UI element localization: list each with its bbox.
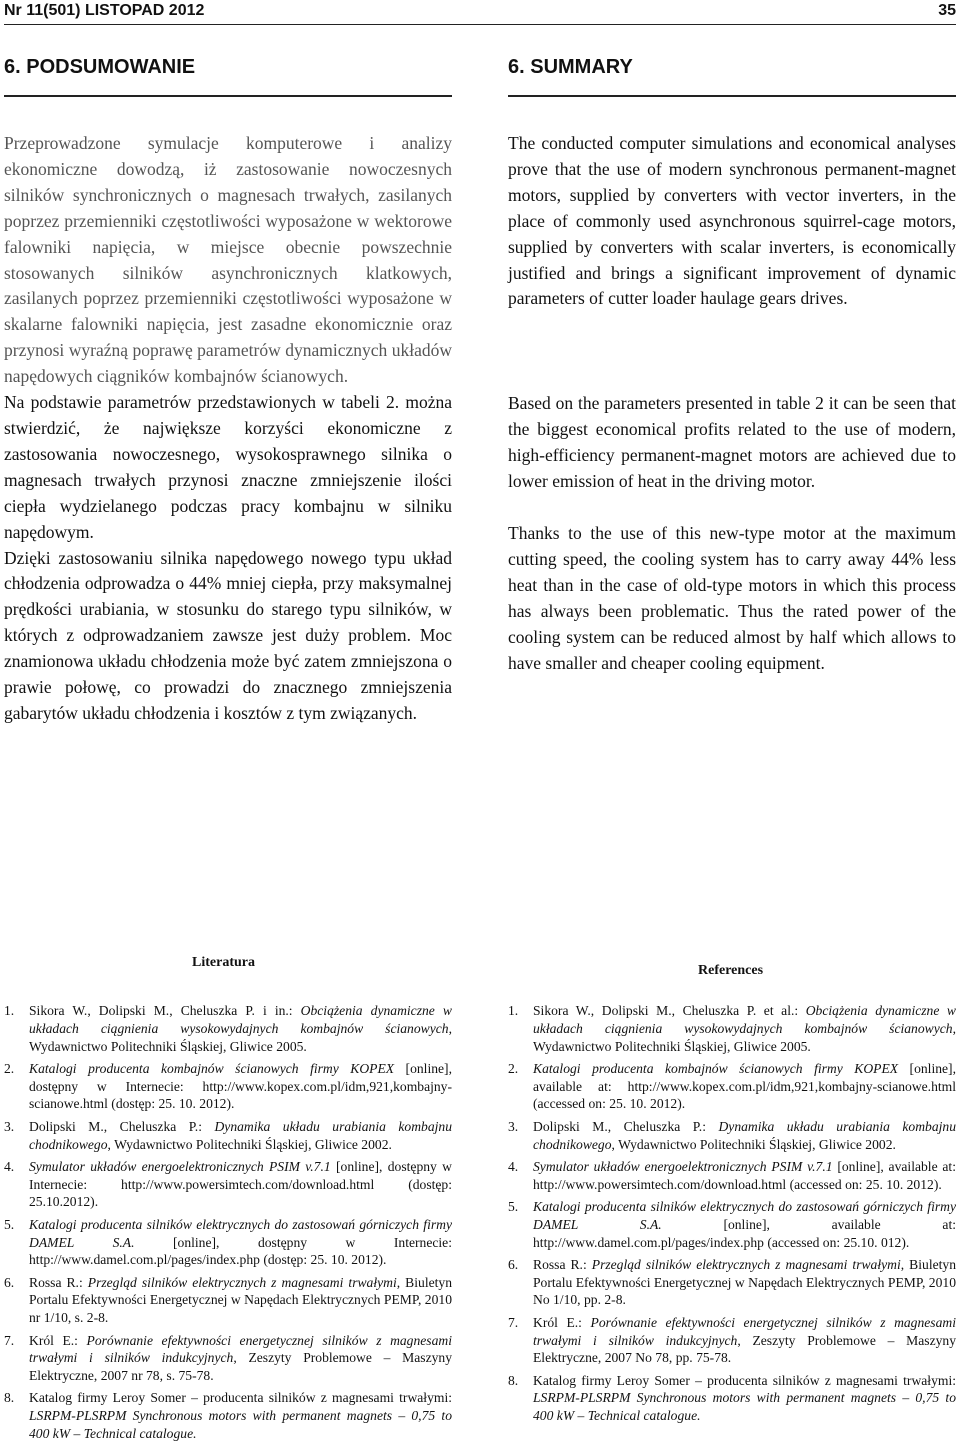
reference-title: LSRPM-PLSRPM Synchronous motors with permanent magnets – 0,75 to 400 kW – Technical catalogue. [533, 1390, 956, 1424]
reference-details: , Wydawnictwo Politechniki Śląskiej, Gliwice 2005. [29, 1020, 452, 1054]
reference-authors: Katalog firmy Leroy Somer – producenta silników z magnesami trwałymi: [533, 1372, 956, 1388]
reference-item [508, 1198, 956, 1251]
reference-details: , Wydawnictwo Politechniki Śląskiej, Gliwice 2002. [107, 1136, 392, 1152]
reference-number: 6. [4, 1274, 15, 1290]
reference-title: Porównanie efektywności energetycznej silników z magnesami trwałymi i silników indukcyjnych [533, 1314, 956, 1348]
reference-details: [online], available at: http://www.kopex.com.pl/idm,921,kombajny-scianowe.html (accessed on: 25. 10. 2012). [533, 1060, 956, 1112]
reference-title: Przegląd silników elektrycznych z magnesami trwałymi [87, 1274, 397, 1290]
reference-title: Katalogi producenta silników elektrycznych do zastosowań górniczych firmy DAMEL S.A. [29, 1216, 452, 1250]
reference-details: [online], dostępny w Internecie: http://www.kopex.com.pl/idm,921,kombajny-scianowe.html (dostęp: 25. 10. 2012). [29, 1060, 452, 1112]
english-paragraph: The conducted computer simulations and economical analyses prove that the use of modern synchronous permanent-magnet motors, supplied by converters with vector inverters, in the place of commonly used asynchronous squirrel-cage motors, supplied by converters with scalar inverters, is economically justified and brings a significant improvement of dynamic parameters of cutter loader haulage gears drives. [508, 133, 956, 309]
reference-details: , Biuletyn Portalu Efektywności Energetycznej w Napędach Elektrycznych PEMP, 2010 nr 1/10, s. 2-8. [29, 1274, 453, 1326]
reference-details: , Wydawnictwo Politechniki Śląskiej, Gliwice 2002. [611, 1136, 896, 1152]
reference-title: Dynamika układu urabiania kombajnu chodnikowego [533, 1118, 956, 1152]
english-references-list [508, 1002, 956, 1430]
reference-number: 7. [508, 1314, 519, 1330]
reference-details: [online], available at: http://www.damel.com.pl/pages/index.php (accessed on: 25.10. 012). [533, 1216, 956, 1250]
reference-details: [online], dostępny w Internecie: http://www.damel.com.pl/pages/index.php (dostęp: 25. 10. 2012). [29, 1234, 452, 1268]
reference-item [508, 1372, 956, 1425]
english-section-title: 6. SUMMARY [508, 56, 633, 78]
reference-authors: Rossa R.: [533, 1256, 592, 1272]
reference-details: , Zeszyty Problemowe – Maszyny Elektryczne, 2007 nr 78, s. 75-78. [29, 1350, 452, 1384]
reference-title: LSRPM-PLSRPM Synchronous motors with permanent magnets – 0,75 to 400 kW – Technical catalogue. [29, 1408, 452, 1442]
reference-item [508, 1002, 956, 1055]
reference-authors: Katalog firmy Leroy Somer – producenta silników z magnesami trwałymi: [29, 1390, 452, 1406]
english-summary-column [508, 131, 956, 676]
reference-title: Porównanie efektywności energetycznej silników z magnesami trwałymi i silników indukcyjnych [29, 1332, 452, 1366]
reference-number: 4. [508, 1158, 519, 1174]
polish-section-title: 6. PODSUMOWANIE [4, 56, 196, 78]
english-paragraph: Based on the parameters presented in table 2 it can be seen that the biggest economical profits related to the use of modern, high-efficiency permanent-magnet motors are achieved due to lower emission of heat in the driving motor. [508, 393, 956, 492]
reference-authors: Rossa R.: [29, 1274, 88, 1290]
polish-summary-column [4, 131, 452, 727]
header-rule [4, 24, 956, 25]
polish-paragraph: Na podstawie parametrów przedstawionych w tabeli 2. można stwierdzić, że największe korzyści ekonomiczne z zastosowania nowoczesnego, wysokosprawnego silnika o magnesach trwałych przynosi znaczne zmniejszenie ilości ciepła wydzielanego podczas pracy kombajnu w silniku napędowym. [4, 392, 452, 542]
reference-item [508, 1158, 956, 1194]
reference-authors: Sikora W., Dolipski M., Cheluszka P. et al.: [533, 1003, 806, 1018]
reference-details: , Wydawnictwo Politechniki Śląskiej, Gliwice 2005. [533, 1020, 956, 1054]
reference-item [508, 1118, 956, 1154]
reference-item [508, 1256, 956, 1309]
reference-title: Dynamika układu urabiania kombajnu chodnikowego [29, 1118, 452, 1152]
polish-references-heading: Literatura [192, 955, 255, 970]
english-paragraph: Thanks to the use of this new-type motor at the maximum cutting speed, the cooling system has to carry away 44% less heat than in the case of old-type motors in which this process has always been problematic. Thus the rated power of the cooling system can be reduced almost by half which allows to have smaller and cheaper cooling equipment. [508, 522, 956, 673]
reference-title: Katalogi producenta silników elektrycznych do zastosowań górniczych firmy DAMEL S.A. [533, 1198, 956, 1232]
reference-number: 8. [508, 1372, 519, 1388]
polish-title-rule [4, 95, 452, 97]
paragraph-spacer [508, 495, 956, 521]
polish-paragraph: Przeprowadzone symulacje komputerowe i analizy ekonomiczne dowodzą, iż zastosowanie nowoczesnych silników synchronicznych o magnesach trwałych, zasilanych poprzez przemienniki częstotliwości wyposażone w wektorowe falowniki napięcia, w miejsce obecnie powszechnie stosowanych silników asynchronicznych klatkowych, zasilanych poprzez przemienniki częstotliwości wyposażone w skalarne falowniki napięcia, jest zasadne ekonomicznie oraz przynosi wyraźną poprawę parametrów dynamicznych układów napędowych ciągników kombajnów ścianowych. [4, 133, 452, 387]
english-title-rule [508, 95, 956, 97]
reference-details: , Zeszyty Problemowe – Maszyny Elektryczne, 2007 No 78, pp. 75-78. [533, 1332, 956, 1366]
reference-number: 2. [508, 1060, 519, 1076]
reference-item [4, 1274, 452, 1327]
page-header [4, 0, 956, 24]
reference-authors: Dolipski M., Cheluszka P.: [533, 1118, 719, 1134]
reference-details: [online], available at: http://www.powersimtech.com/download.html (accessed on: 25. 10. 2012). [533, 1158, 956, 1192]
reference-number: 5. [4, 1216, 15, 1232]
paragraph-spacer [508, 312, 956, 391]
reference-authors: Dolipski M., Cheluszka P.: [29, 1118, 215, 1134]
reference-number: 4. [4, 1158, 15, 1174]
reference-title: Symulator układów energoelektronicznych PSIM v.7.1 [29, 1158, 331, 1174]
reference-item [508, 1314, 956, 1367]
reference-item [4, 1002, 452, 1055]
reference-title: Katalogi producenta kombajnów ścianowych firmy KOPEX [29, 1060, 395, 1076]
polish-paragraph: Dzięki zastosowaniu silnika napędowego nowego typu układ chłodzenia odprowadza o 44% mniej ciepła, przy maksymalnej prędkości urabiania, w stosunku do starego typu silników, w których z odprowadzaniem zawsze jest duży problem. Moc znamionowa układu chłodzenia może być zatem zmniejszona o prawie połowę, co prowadzi do znacznego zmniejszenia gabarytów układu chłodzenia i kosztów z tym związanych. [4, 547, 452, 723]
page-number: 35 [938, 2, 956, 19]
reference-number: 1. [508, 1003, 519, 1018]
reference-item [4, 1158, 452, 1211]
reference-number: 3. [4, 1118, 15, 1134]
reference-number: 8. [4, 1390, 15, 1406]
reference-details: , Biuletyn Portalu Efektywności Energetycznej w Napędach Elektrycznych PEMP, 2010 No 1/10, pp. 2-8. [533, 1256, 957, 1308]
reference-item [4, 1216, 452, 1269]
reference-authors: Król E.: [533, 1314, 591, 1330]
reference-item [4, 1060, 452, 1113]
reference-authors: Król E.: [29, 1332, 87, 1348]
reference-title: Przegląd silników elektrycznych z magnesami trwałymi [591, 1256, 901, 1272]
reference-item [4, 1389, 452, 1442]
reference-item [508, 1060, 956, 1113]
polish-references-list [4, 1002, 452, 1444]
reference-item [4, 1332, 452, 1385]
reference-number: 2. [4, 1060, 15, 1076]
journal-issue: Nr 11(501) LISTOPAD 2012 [4, 2, 205, 19]
reference-title: Symulator układów energoelektronicznych PSIM v.7.1 [533, 1158, 833, 1174]
reference-number: 7. [4, 1332, 15, 1348]
reference-number: 3. [508, 1118, 519, 1134]
reference-number: 5. [508, 1198, 519, 1214]
reference-title: Obciążenia dynamiczne w układach ciągnienia wysokowydajnych kombajnów ścianowych [533, 1003, 956, 1036]
reference-title: Katalogi producenta kombajnów ścianowych firmy KOPEX [533, 1060, 899, 1076]
reference-number: 1. [4, 1003, 15, 1018]
reference-item [4, 1118, 452, 1154]
reference-title: Obciążenia dynamiczne w układach ciągnienia wysokowydajnych kombajnów ścianowych [29, 1003, 452, 1036]
reference-number: 6. [508, 1256, 519, 1272]
reference-authors: Sikora W., Dolipski M., Cheluszka P. i in.: [29, 1003, 301, 1018]
reference-details: [online], dostępny w Internecie: http://www.powersimtech.com/download.html (dostęp: 25.10.2012). [29, 1158, 452, 1210]
english-references-heading: References [698, 963, 764, 978]
